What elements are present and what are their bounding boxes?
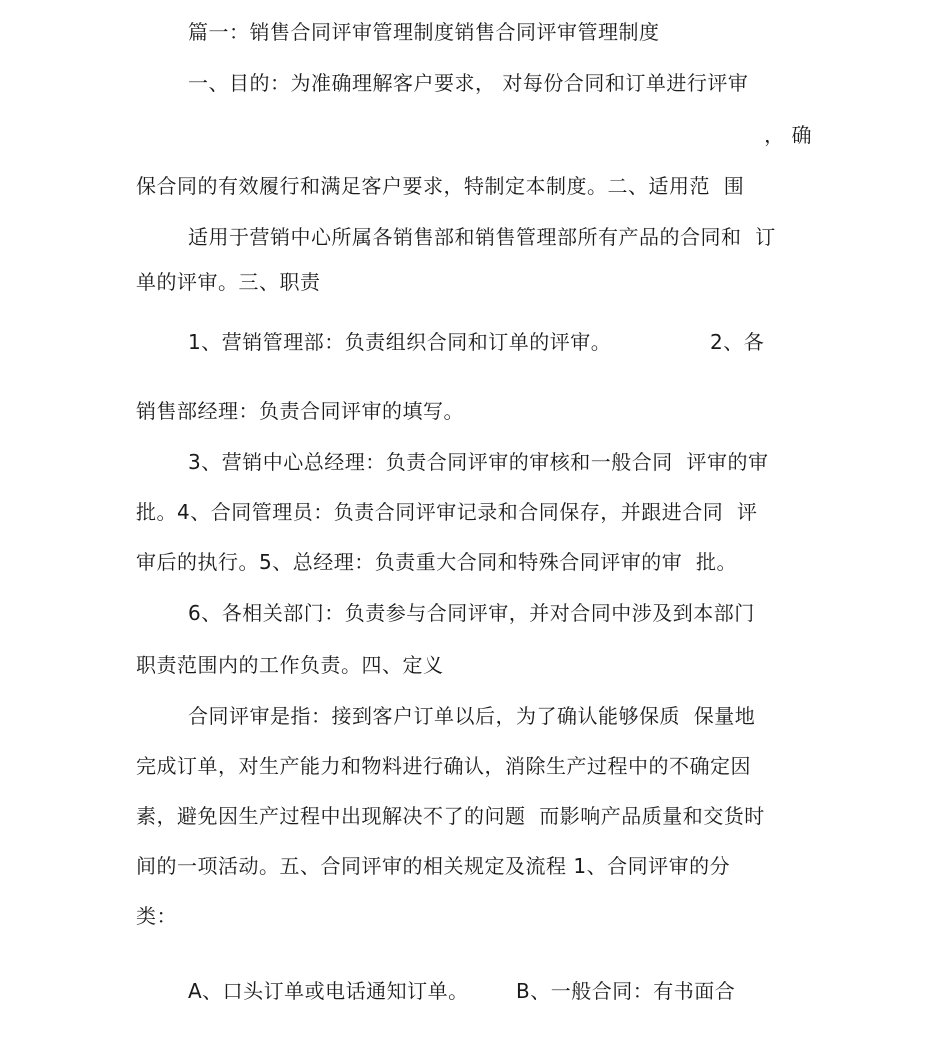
text-line: 1、营销管理部：负责组织合同和订单的评审。 [188,330,612,354]
text-line: 单的评审。三、职责 [136,270,321,294]
document-title: 篇一：销售合同评审管理制度销售合同评审管理制度 [188,20,660,44]
text-line: 批。4、合同管理员：负责合同评审记录和合同保存，并跟进合同 评 [136,500,758,524]
text-line: 保合同的有效履行和满足客户要求，特制定本制度。二、适用范 围 [136,174,745,198]
text-line: 3、营销中心总经理：负责合同评审的审核和一般合同 评审的审 [188,450,769,474]
text-line: 合同评审是指：接到客户订单以后，为了确认能够保质 保量地 [188,704,756,728]
text-line: 间的一项活动。五、合同评审的相关规定及流程 1、合同评审的分 [136,854,731,878]
text-line: 6、各相关部门：负责参与合同评审，并对合同中涉及到本部门 [188,601,755,625]
text-line: 一、目的：为准确理解客户要求， 对每份合同和订单进行评审 [188,71,749,95]
text-line: 2、各 [710,330,765,354]
text-line: ， 确 [764,123,812,147]
text-line: B、一般合同：有书面合 [516,979,736,1003]
text-line: 职责范围内的工作负责。四、定义 [136,653,444,677]
text-line: 审后的执行。5、总经理：负责重大合同和特殊合同评审的审 批。 [136,550,737,574]
text-line: 完成订单，对生产能力和物料进行确认，消除生产过程中的不确定因 [136,754,751,778]
text-line: 适用于营销中心所属各销售部和销售管理部所有产品的合同和 订 [188,225,776,249]
text-line: 类： [136,904,177,928]
text-line: 销售部经理：负责合同评审的填写。 [136,399,464,423]
text-line: 素，避免因生产过程中出现解决不了的问题 而影响产品质量和交货时 [136,804,765,828]
text-line: A、口头订单或电话通知订单。 [188,979,469,1003]
